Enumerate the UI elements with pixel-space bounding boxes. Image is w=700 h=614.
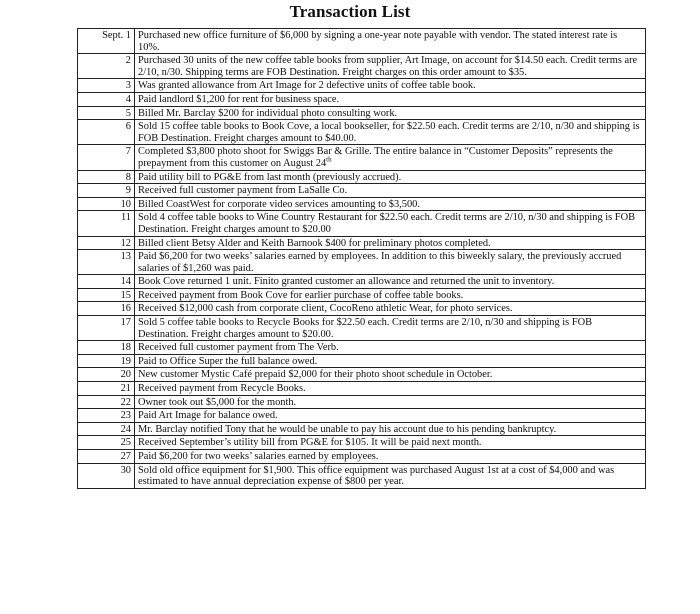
transaction-day: 9	[125, 185, 131, 197]
transaction-row	[78, 170, 646, 184]
transaction-day: 10	[120, 198, 131, 210]
transaction-day: 21	[120, 383, 131, 395]
transaction-row	[78, 197, 646, 211]
transaction-date	[78, 395, 135, 409]
transaction-row	[78, 211, 646, 236]
transaction-row	[78, 463, 646, 488]
transaction-description	[135, 395, 646, 409]
transaction-date	[78, 368, 135, 382]
transaction-text: Sold 5 coffee table books to Recycle Books for $22.50 each. Credit terms are 2/10, n/30 and shipping is FOB Destination. Freight charges amount to $20.00.	[138, 317, 593, 340]
transaction-day: 16	[120, 303, 131, 315]
transaction-date	[78, 341, 135, 355]
transaction-table	[77, 28, 646, 489]
transaction-description	[135, 170, 646, 184]
transaction-date	[78, 145, 135, 170]
transaction-text: Paid $6,200 for two weeks’ salaries earned by employees.	[138, 451, 379, 462]
transaction-description	[135, 106, 646, 120]
transaction-row	[78, 354, 646, 368]
transaction-date	[78, 120, 135, 145]
transaction-row	[78, 341, 646, 355]
transaction-text: Mr. Barclay notified Tony that he would be unable to pay his account due to his pending bankruptcy.	[138, 423, 557, 435]
transaction-date	[78, 436, 135, 450]
transaction-text: Was granted allowance from Art Image for 2 defective units of coffee table book.	[138, 80, 476, 92]
transaction-row	[78, 450, 646, 464]
transaction-date	[78, 106, 135, 120]
transaction-text: Billed Mr. Barclay $200 for individual photo consulting work.	[138, 107, 398, 119]
transaction-description	[135, 54, 646, 79]
transaction-day: 3	[125, 80, 131, 92]
transaction-description	[135, 409, 646, 423]
transaction-text: Paid utility bill to PG&E from last month (previously accrued).	[138, 171, 402, 183]
transaction-day: 19	[120, 355, 131, 367]
transaction-description	[135, 211, 646, 236]
transaction-day: 8	[125, 171, 131, 183]
transaction-description	[135, 184, 646, 198]
transaction-row	[78, 145, 646, 170]
transaction-date	[78, 184, 135, 198]
transaction-date	[78, 409, 135, 423]
transaction-row	[78, 54, 646, 79]
transaction-day: 13	[120, 251, 131, 263]
transaction-row	[78, 275, 646, 289]
transaction-day: 2	[125, 55, 131, 67]
transaction-row	[78, 395, 646, 409]
transaction-text: Paid Art Image for balance owed.	[138, 410, 278, 422]
transaction-day: 5	[125, 107, 131, 119]
transaction-date	[78, 288, 135, 302]
transaction-day: 23	[120, 410, 131, 422]
transaction-description	[135, 463, 646, 488]
transaction-day: 25	[120, 437, 131, 449]
transaction-date	[78, 316, 135, 341]
transaction-row	[78, 368, 646, 382]
transaction-text: Paid to Office Super the full balance owed.	[138, 355, 318, 367]
transaction-description	[135, 92, 646, 106]
transaction-text: Purchased 30 units of the new coffee table books from supplier, Art Image, on account for $14.50 each. Credit terms are 2/10, n/30. Shipping terms are FOB Destination. Freight charges on this order amount to $35.	[138, 55, 638, 78]
transaction-text: Book Cove returned 1 unit. Finito granted customer an allowance and returned the unit to inventory.	[138, 276, 555, 288]
transaction-day: 20	[120, 369, 131, 381]
transaction-date	[78, 170, 135, 184]
transaction-table-body	[78, 29, 646, 489]
transaction-day: 14	[120, 276, 131, 288]
transaction-description	[135, 79, 646, 93]
transaction-text: Paid $6,200 for two weeks’ salaries earned by employees. In addition to this biweekly salary, the previously accrued salaries of $1,260 was paid.	[138, 251, 622, 274]
transaction-text: Billed CoastWest for corporate video services amounting to $3,500.	[138, 198, 420, 210]
transaction-text: Received $12,000 cash from corporate client, CocoReno athletic Wear, for photo services.	[138, 303, 513, 315]
transaction-row	[78, 120, 646, 145]
transaction-row	[78, 422, 646, 436]
ordinal-suffix: th	[326, 155, 332, 164]
transaction-description	[135, 145, 646, 170]
transaction-row	[78, 79, 646, 93]
transaction-day: 12	[120, 237, 131, 249]
transaction-day: 6	[125, 121, 131, 133]
transaction-day: 11	[120, 212, 131, 224]
transaction-date	[78, 450, 135, 464]
transaction-date	[78, 92, 135, 106]
transaction-date	[78, 463, 135, 488]
transaction-text: Received September’s utility bill from PG&E for $105. It will be paid next month.	[138, 437, 482, 449]
transaction-description	[135, 382, 646, 396]
transaction-row	[78, 409, 646, 423]
transaction-description	[135, 275, 646, 289]
transaction-day: 22	[120, 396, 131, 408]
transaction-text: New customer Mystic Café prepaid $2,000 for their photo shoot schedule in October.	[138, 369, 493, 381]
transaction-text: Sold 4 coffee table books to Wine Country Restaurant for $22.50 each. Credit terms are 2/10, n/30 and shipping is FOB Destination. Freight charges amount to $20.00	[138, 212, 635, 235]
transaction-row	[78, 316, 646, 341]
transaction-description	[135, 250, 646, 275]
transaction-row	[78, 382, 646, 396]
transaction-date	[78, 236, 135, 250]
transaction-day: 15	[120, 289, 131, 301]
page-title: Transaction List	[289, 2, 411, 21]
month-label: Sept.	[102, 30, 124, 41]
transaction-day: 1	[125, 30, 131, 41]
transaction-day: 7	[125, 146, 131, 158]
transaction-text: Paid landlord $1,200 for rent for business space.	[138, 93, 340, 105]
transaction-date	[78, 382, 135, 396]
transaction-description	[135, 354, 646, 368]
transaction-description	[135, 316, 646, 341]
transaction-date	[78, 302, 135, 316]
transaction-table-container	[77, 28, 646, 489]
transaction-row	[78, 436, 646, 450]
transaction-text: Purchased new office furniture of $6,000 by signing a one-year note payable with vendor. The stated interest rate is 10%.	[138, 30, 618, 53]
transaction-description	[135, 288, 646, 302]
transaction-date	[78, 197, 135, 211]
transaction-row	[78, 302, 646, 316]
transaction-description	[135, 197, 646, 211]
transaction-date	[78, 275, 135, 289]
transaction-text: Owner took out $5,000 for the month.	[138, 396, 297, 408]
transaction-date	[78, 422, 135, 436]
transaction-day: 4	[125, 93, 131, 105]
transaction-description	[135, 236, 646, 250]
transaction-text: Received full customer payment from LaSalle Co.	[138, 185, 348, 197]
transaction-row	[78, 29, 646, 54]
transaction-row	[78, 236, 646, 250]
transaction-row	[78, 288, 646, 302]
transaction-text: Sold old office equipment for $1,900. This office equipment was purchased August 1st at a cost of $4,000 and was estimated to have annual depreciation expense of $800 per year.	[138, 464, 615, 488]
transaction-text: Received payment from Recycle Books.	[138, 383, 306, 395]
transaction-description	[135, 422, 646, 436]
transaction-day: 17	[120, 317, 131, 329]
transaction-description	[135, 368, 646, 382]
transaction-text: Received payment from Book Cove for earlier purchase of coffee table books.	[138, 289, 464, 301]
transaction-day: 27	[120, 451, 131, 462]
transaction-description	[135, 29, 646, 54]
transaction-description	[135, 120, 646, 145]
transaction-text: Billed client Betsy Alder and Keith Barnook $400 for preliminary photos completed.	[138, 237, 491, 249]
transaction-description	[135, 341, 646, 355]
transaction-day: 18	[120, 342, 131, 354]
transaction-date	[78, 211, 135, 236]
transaction-date	[78, 54, 135, 79]
transaction-text: Received full customer payment from The Verb.	[138, 342, 339, 354]
transaction-date	[78, 79, 135, 93]
transaction-text: Completed $3,800 photo shoot for Swiggs Bar & Grille. The entire balance in “Customer Deposits” represents the prepayment from this customer on August 24	[138, 146, 613, 169]
transaction-row	[78, 92, 646, 106]
transaction-date	[78, 250, 135, 275]
transaction-description	[135, 450, 646, 464]
transaction-text: Sold 15 coffee table books to Book Cove, a local bookseller, for $22.50 each. Credit terms are 2/10, n/30 and shipping is FOB Destination. Freight charges amount to $40.00.	[138, 121, 640, 144]
transaction-row	[78, 184, 646, 198]
transaction-row	[78, 106, 646, 120]
transaction-day: 24	[120, 423, 131, 435]
transaction-description	[135, 302, 646, 316]
transaction-date	[78, 354, 135, 368]
transaction-row	[78, 250, 646, 275]
transaction-date	[78, 29, 135, 54]
transaction-day: 30	[120, 464, 131, 476]
transaction-description	[135, 436, 646, 450]
